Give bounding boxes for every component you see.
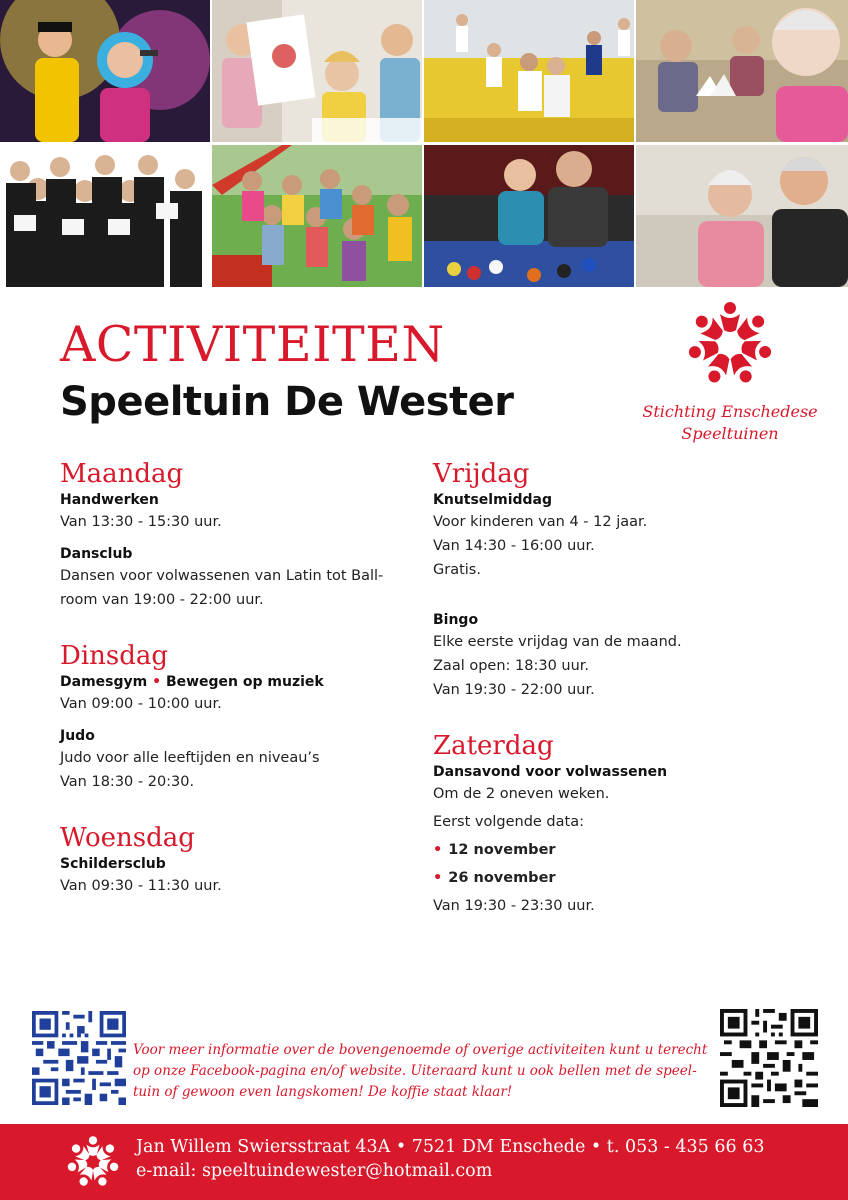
activity-detail: Van 09:30 - 11:30 uur. [60, 878, 222, 894]
activity-detail: Judo voor alle leeftijden en niveau’s [60, 750, 320, 766]
day-heading: Dinsdag [60, 641, 169, 671]
photo-billiards [424, 145, 634, 287]
qr-code-icon-website[interactable] [720, 1009, 818, 1107]
activity-title [60, 672, 420, 692]
day-heading: Maandag [60, 459, 184, 489]
photo-choir [0, 145, 210, 287]
day-block-zaterdag [433, 730, 793, 918]
activity-title: Schildersclub [60, 856, 166, 872]
photo-kids-painting [212, 0, 422, 142]
activity-detail: Van 14:30 - 16:00 uur. [433, 538, 595, 554]
day-block-dinsdag [60, 640, 420, 794]
activity-detail: room van 19:00 - 22:00 uur. [60, 592, 264, 608]
day-heading: Zaterdag [433, 731, 554, 761]
logo-text-line2: Speeltuinen [681, 424, 779, 443]
photo-kids-singing [0, 0, 210, 142]
activity-title-part: Damesgym [60, 674, 148, 690]
day-heading: Woensdag [60, 823, 195, 853]
schedule-right-column [433, 458, 793, 918]
foundation-logo [630, 292, 830, 452]
page-title: ACTIVITEITEN [60, 316, 445, 373]
activity-title-part: Bewegen op muziek [165, 674, 324, 690]
day-block-maandag [60, 458, 420, 612]
day-block-woensdag [60, 822, 420, 898]
photo-grid [0, 0, 848, 288]
footer-address: Jan Willem Swiersstraat 43A • 7521 DM Enschede • t. 053 - 435 66 63 [136, 1137, 765, 1157]
date-list-item [433, 838, 793, 862]
date-text: 26 november [448, 870, 556, 886]
people-circle-logo-icon [674, 294, 786, 394]
activity-detail: Om de 2 oneven weken. [433, 786, 610, 802]
qr-code-icon-facebook[interactable] [32, 1011, 126, 1105]
activity-title: Judo [60, 728, 95, 744]
info-paragraph [133, 1040, 713, 1103]
activity-detail: Van 18:30 - 20:30. [60, 774, 195, 790]
photo-kids-playground [212, 145, 422, 287]
photo-judo [424, 0, 634, 142]
photo-seniors-laughing [636, 145, 848, 287]
date-text: 12 november [448, 842, 556, 858]
activity-title: Handwerken [60, 492, 159, 508]
activity-detail: Elke eerste vrijdag van de maand. [433, 634, 682, 650]
info-line: tuin of gewoon even langskomen! De koffie staat klaar! [133, 1084, 513, 1100]
activity-detail: Van 09:00 - 10:00 uur. [60, 696, 222, 712]
bullet-dot: • [433, 870, 443, 886]
activity-detail: Van 13:30 - 15:30 uur. [60, 514, 222, 530]
separator-dot: • [152, 674, 162, 690]
activity-detail: Dansen voor volwassenen van Latin tot Ball- [60, 568, 384, 584]
day-block-vrijdag [433, 458, 793, 702]
activity-detail: Zaal open: 18:30 uur. [433, 658, 590, 674]
activity-detail: Voor kinderen van 4 - 12 jaar. [433, 514, 648, 530]
page-subtitle: Speeltuin De Wester [60, 379, 514, 425]
footer-bar [0, 1124, 848, 1200]
activity-title: Bingo [433, 612, 479, 628]
bullet-dot: • [433, 842, 443, 858]
info-line: op onze Facebook-pagina en/of website. Uiteraard kunt u ook bellen met de speel- [133, 1063, 697, 1079]
activity-detail: Gratis. [433, 562, 481, 578]
activity-detail: Eerst volgende data: [433, 814, 584, 830]
info-line: Voor meer informatie over de bovengenoemde of overige activiteiten kunt u terecht [133, 1042, 708, 1058]
activity-detail: Van 19:30 - 22:00 uur. [433, 682, 595, 698]
logo-text-line1: Stichting Enschedese [642, 402, 818, 421]
activity-title: Knutselmiddag [433, 492, 552, 508]
date-list-item [433, 866, 793, 890]
activity-title: Dansavond voor volwassenen [433, 764, 668, 780]
schedule-left-column [60, 458, 420, 898]
activity-detail: Van 19:30 - 23:30 uur. [433, 898, 595, 914]
activity-title: Dansclub [60, 546, 133, 562]
footer-email-link[interactable]: e-mail: speeltuindewester@hotmail.com [136, 1161, 493, 1181]
day-heading: Vrijdag [433, 459, 530, 489]
people-circle-logo-icon [62, 1132, 124, 1192]
photo-seniors-cards [636, 0, 848, 142]
